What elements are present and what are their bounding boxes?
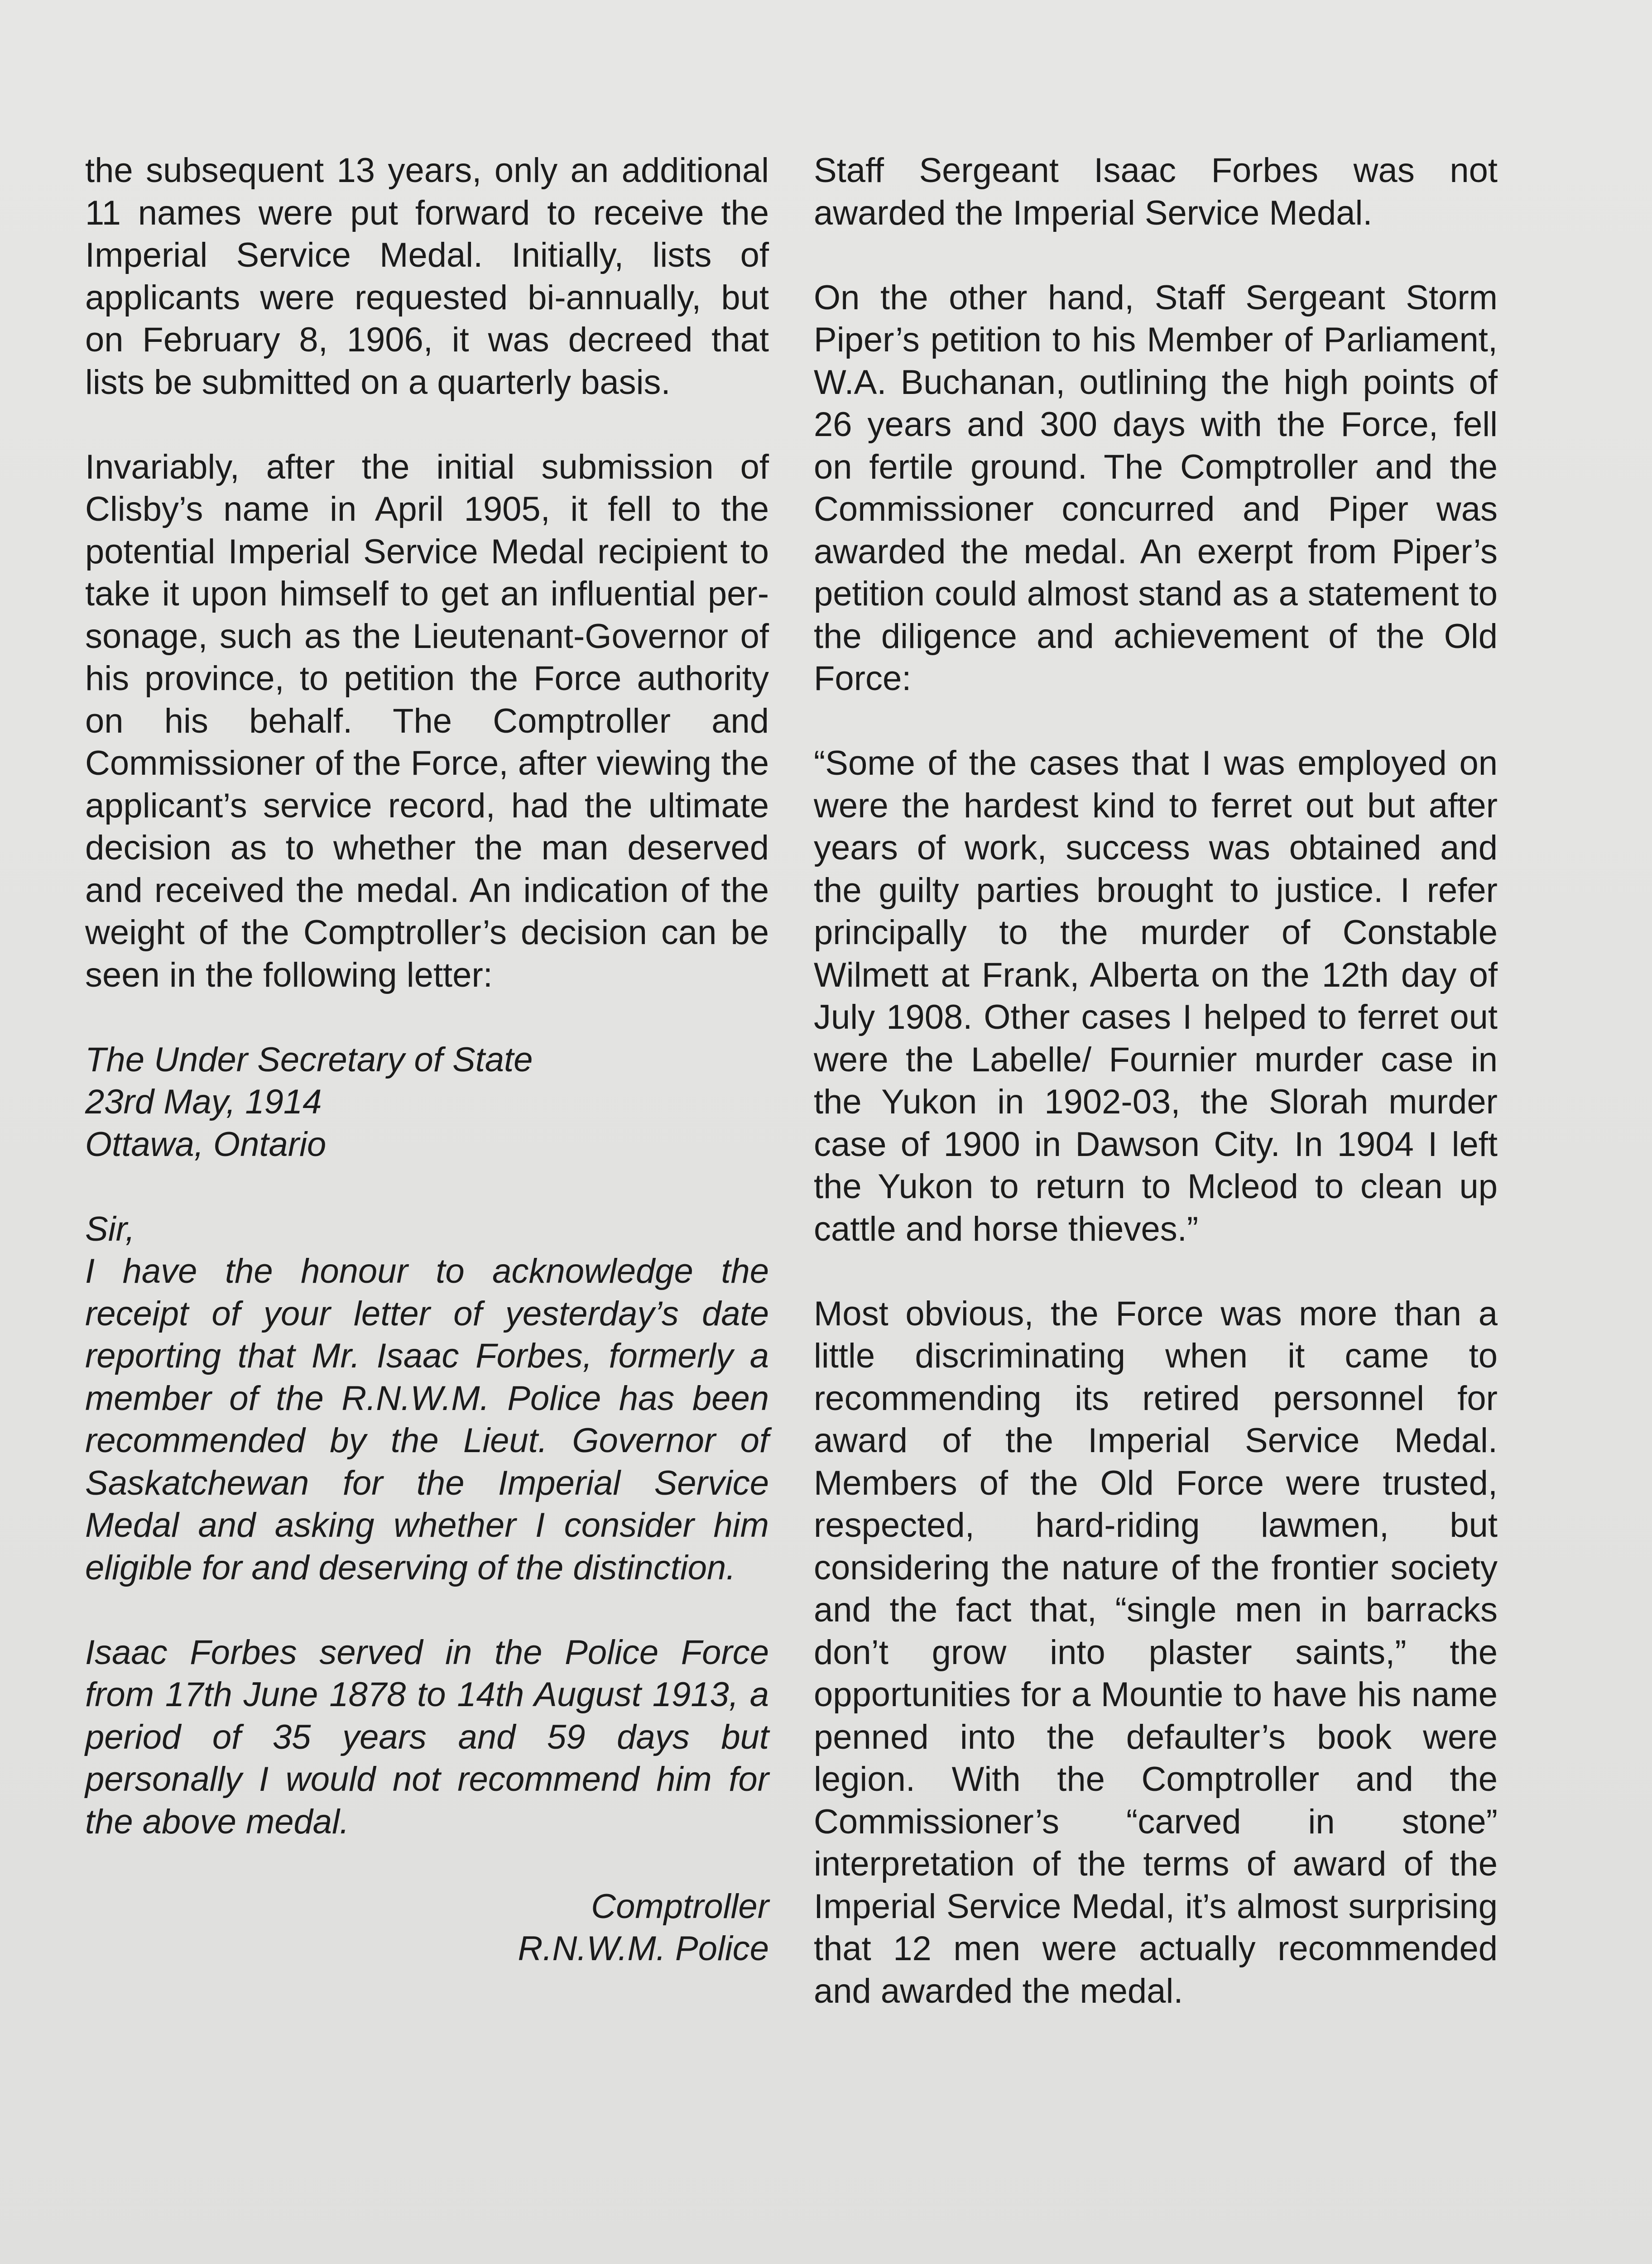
letter-body-text: I have the honour to acknowledge the receipt of your letter of yesterday’s date reporting that Mr. Isaac Forbes, formerly a member of the R.N.W.M. Police has been recommended by the Lieut. Governor of Saskatchewan for the Imperial Service Medal and asking whether I consider him eligible for and deserving of the distinction. — [85, 1252, 769, 1587]
letter-body: Isaac Forbes served in the Police Force from 17th June 1878 to 14th August 1913, a period of 35 years and 59 days but personally I would not recommend him for the above medal. — [85, 1633, 769, 1841]
letter-header — [85, 1039, 769, 1166]
letter-date: 23rd May, 1914 — [85, 1083, 322, 1121]
body-paragraph: Staff Sergeant Isaac Forbes was not awarded the Imperial Service Medal. — [814, 151, 1498, 232]
quoted-letter — [85, 1039, 769, 1970]
body-paragraph: Invariably, after the initial submission of Clisby’s name in April 1905, it fell to the potential Imperial Service Medal recipient to take it upon himself to get an influential personage, such as the Lieutenant-Governor of his province, to petition the Force authority on his behalf. The Comptroller and Commissioner of the Force, after viewing the applicant’s service record, had the ultimate decision as to whether the man deserved and received the medal. An indication of the weight of the Comptroller’s decision can be seen in the following letter: — [85, 447, 769, 994]
body-paragraph: the subsequent 13 years, only an additional 11 names were put forward to receive the Imperial Service Medal. Initially, lists of applicants were requested bi-annually, but on February 8, 1906, it was decreed that lists be submitted on a quarterly basis. — [85, 151, 769, 402]
letter-body — [85, 1208, 769, 1589]
letter-salutation: Sir, — [85, 1209, 135, 1248]
letter-place: Ottawa, Ontario — [85, 1125, 327, 1164]
left-column — [85, 149, 769, 1970]
petition-quote: “Some of the cases that I was employed on were the hardest kind to ferret out but after years of work, success was obtained and the guilty parties brought to justice. I refer principally to the murder of Constable Wilmett at Frank, Alberta on the 12th day of July 1908. Other cases I helped to ferret out were the Labelle/ Fournier murder case in the Yukon in 1902-03, the Slorah murder case of 1900 in Dawson City. In 1904 I left the Yukon to return to Mcleod to clean up cattle and horse thieves.” — [814, 744, 1498, 1248]
letter-signature-title: Comptroller — [591, 1887, 769, 1926]
letter-signature-org: R.N.W.M. Police — [518, 1929, 769, 1968]
body-paragraph: Most obvious, the Force was more than a little discriminating when it came to recommending its retired personnel for award of the Imperial Service Medal. Members of the Old Force were trusted, respected, hard-riding lawmen, but considering the nature of the frontier society and the fact that, “single men in barracks don’t grow into plaster saints,” the opportunities for a Mountie to have his name penned into the defaulter’s book were legion. With the Comptroller and the Commissioner’s “carved in stone” interpretation of the terms of award of the Imperial Service Medal, it’s almost surprising that 12 men were actually recommended and awarded the medal. — [814, 1294, 1498, 2010]
right-column — [814, 149, 1498, 2055]
body-paragraph: On the other hand, Staff Sergeant Storm Piper’s petition to his Member of Parliament, W.A. Buchanan, outlining the high points of 26 years and 300 days with the Force, fell on fertile ground. The Comptroller and the Commissioner concurred and Piper was awarded the medal. An exerpt from Piper’s petition could almost stand as a statement to the diligence and achievement of the Old Force: — [814, 278, 1498, 698]
letter-addressee: The Under Secretary of State — [85, 1040, 533, 1079]
